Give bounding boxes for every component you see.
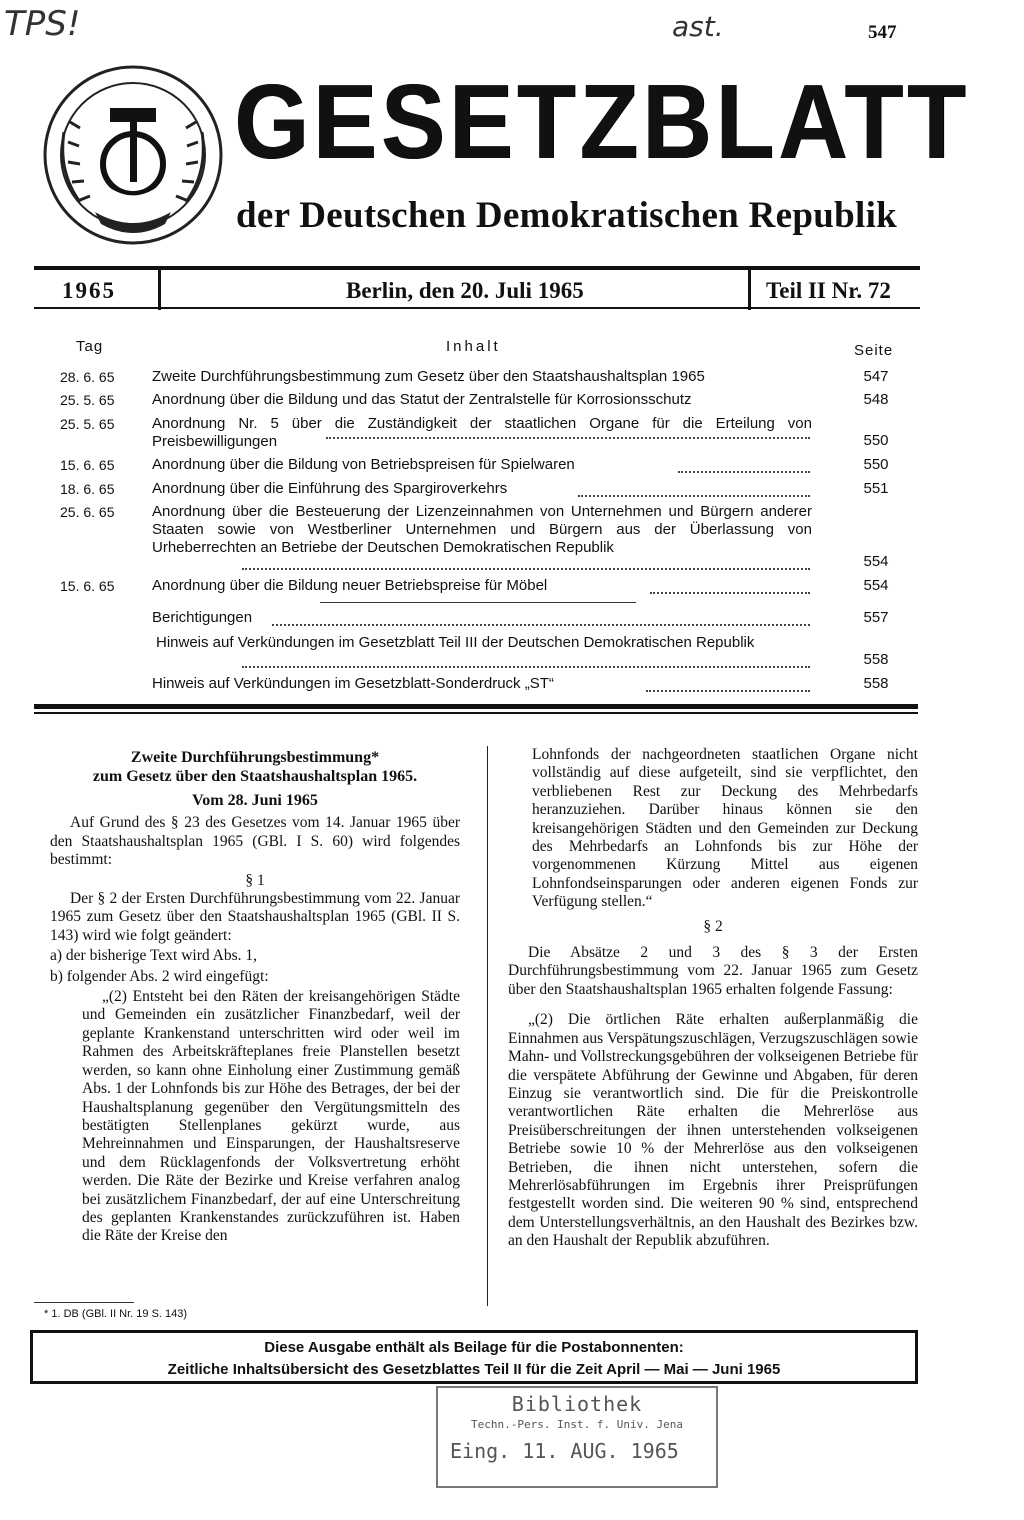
issue-part: Teil II Nr. 72	[766, 278, 891, 303]
library-stamp	[436, 1386, 718, 1488]
toc-header-page: Seite	[854, 342, 894, 359]
leader-dots	[326, 437, 810, 439]
section-rule	[34, 704, 918, 709]
toc-page: 547	[863, 368, 889, 385]
leader-dots	[242, 568, 810, 570]
toc-title: Berichtigungen	[152, 609, 253, 626]
toc-page: 554	[863, 577, 889, 594]
toc-page: 548	[863, 391, 889, 408]
article-date: Vom 28. Juni 1965	[192, 792, 318, 809]
article-title: Zweite Durchführungsbestimmung*	[130, 749, 380, 766]
issue-date: Berlin, den 20. Juli 1965	[346, 278, 584, 303]
section-2-text: Die Absätze 2 und 3 des § 3 der Ersten Durchführungsbestimmung vom 22. Januar 1965 zum Gesetz über den Staatshaushaltsplan 1965 erhalten folgende Fassung:	[508, 944, 918, 998]
column-divider	[487, 746, 488, 1306]
leader-dots	[578, 495, 810, 497]
item-b: b) folgender Abs. 2 wird eingefügt:	[50, 967, 269, 985]
toc-page: 550	[863, 432, 889, 449]
leader-dots	[678, 471, 810, 473]
toc-title: Hinweis auf Verkündungen im Gesetzblatt-Sonderdruck „ST“	[152, 675, 554, 692]
supplement-notice	[30, 1330, 918, 1384]
toc-title: Anordnung über die Bildung und das Statut der Zentralstelle für Korrosionsschutz	[152, 391, 692, 408]
toc-date: 28. 6. 65	[60, 369, 115, 385]
toc-title: Hinweis auf Verkündungen im Gesetzblatt Teil III der Deutschen Demokratischen Republik	[156, 634, 755, 651]
toc-page: 551	[863, 480, 889, 497]
notice-line-2: Zeitliche Inhaltsübersicht des Gesetzblattes Teil II für die Zeit April — Mai — Juni 1965	[167, 1361, 781, 1378]
toc-date: 15. 6. 65	[60, 457, 115, 473]
toc-page: 550	[863, 456, 889, 473]
stamp-line-2: Techn.-Pers. Inst. f. Univ. Jena	[471, 1418, 683, 1431]
toc-page: 557	[863, 609, 889, 626]
stamp-line-1: Bibliothek	[511, 1392, 643, 1416]
toc-date: 25. 6. 65	[60, 504, 115, 520]
stamp-line-3: Eing. 11. AUG. 1965	[450, 1439, 679, 1463]
toc-date: 15. 6. 65	[60, 578, 115, 594]
leader-dots	[272, 624, 810, 626]
toc-title: Anordnung über die Einführung des Spargiroverkehrs	[152, 480, 508, 497]
section-1-text: Der § 2 der Ersten Durchführungsbestimmung vom 22. Januar 1965 zum Gesetz über den Staatshaushaltsplan 1965 (GBl. II S. 143) wird wie folgt geändert:	[50, 890, 460, 944]
section-2-heading: § 2	[703, 917, 723, 935]
issue-year: 1965	[62, 278, 116, 303]
handwritten-note-right: ast.	[672, 10, 724, 43]
section-1-heading: § 1	[245, 871, 265, 889]
header-rule-bottom	[34, 307, 920, 309]
leader-dots	[650, 592, 810, 594]
toc-title: Anordnung über die Bildung von Betriebspreisen für Spielwaren	[152, 456, 575, 473]
handwritten-note-left: TPS!	[4, 4, 81, 44]
quote-paragraph-2: „(2) Die örtlichen Räte erhalten außerplanmäßig die Einnahmen aus Verspätungszuschlägen, Verzugszuschlägen sowie Mahn- und Vollstreckungsgebühren der volkseigenen Betriebe für die verspätete Abführung der Gewinne und Abgaben, für deren Einzug sie verantwortlich sind. Die für die Preiskontrolle verantwortlichen Räte erhalten die Mehrerlöse aus Preisüberschreitungen der ihnen unterstehenden volkseigenen Betriebe sowie 10 % der Mehrerlöse aus den volkseigenen Betrieben, die ihnen nicht unterstehen, sofern die Mehrerlösabführungen im Ergebnis ihrer Preisprüfungen festgestellt worden sind. Die weiteren 90 % sind, entsprechend dem Unterstellungsverhältnis, an den Haushalt des Bezirkes bzw. an den Haushalt der Republik abzuführen.	[508, 1011, 918, 1250]
toc-header-day: Tag	[76, 338, 104, 355]
section-rule	[34, 712, 918, 714]
article-title-line-2: zum Gesetz über den Staatshaushaltsplan 1965.	[92, 768, 418, 785]
article-left-column	[50, 748, 460, 1246]
toc-divider	[320, 602, 636, 603]
continued-text: Lohnfonds der nachgeordneten staatlichen Organe nicht vollständig auf diese aufgeteilt, sind sie verpflichtet, den verbliebenen Rest zur Deckung des Mehrbedarfs heranzuziehen. Darüber hinaus können sie den kreisangehörigen Städten und den Gemeinden zur Deckung des Mehrbedarfs an Lohnfonds bis zur Höhe der vorgenommenen Kürzung Mittel aus eigenen Lohnfondseinsparungen oder anderen eigenen Fonds zur Verfügung stellen.“	[532, 746, 918, 911]
footnote-rule	[34, 1302, 134, 1303]
issue-divider	[748, 266, 751, 310]
issue-divider	[158, 266, 161, 310]
masthead-title: GESETZBLATT	[234, 63, 970, 182]
toc-title: Anordnung über die Bildung neuer Betriebspreise für Möbel	[152, 577, 548, 594]
leader-dots	[646, 690, 810, 692]
toc-date: 18. 6. 65	[60, 481, 115, 497]
article-intro: Auf Grund des § 23 des Gesetzes vom 14. Januar 1965 über den Staatshaushaltsplan 1965 (GBl. I S. 60) wird folgendes bestimmt:	[50, 814, 460, 869]
quote-paragraph-1: „(2) Entsteht bei den Räten der kreisangehörigen Städte und Gemeinden ein zusätzlicher Finanzbedarf, weil der geplante Krankenstand unterschritten wird oder weil im Rahmen des Arbeitskräfteplanes freie Planstellen besetzt werden, so kann ohne Einholung einer Zustimmung gemäß Abs. 1 der Lohnfonds bis zur Höhe des Betrages, der bei der Haushaltsplanung gegenüber den Vergütungsmitteln des bestätigten Stellenplanes gekürzt wurde, aus Mehreinnahmen und Einsparungen, der Haushaltsreserve und dem Rücklagenfonds der Volksvertretung erhöht werden. Die Räte der Bezirke und Kreise verfahren analog bei zusätzlichem Finanzbedarf, der auf eine Unterschreitung des geplanten Krankenstandes zurückzuführen ist. Haben die Räte der Kreise den	[82, 988, 460, 1245]
footnote: * 1. DB (GBl. II Nr. 19 S. 143)	[44, 1308, 188, 1320]
masthead-subtitle: der Deutschen Demokratischen Republik	[236, 195, 898, 236]
toc-date: 25. 5. 65	[60, 416, 115, 432]
leader-dots	[242, 666, 810, 668]
article-right-column	[508, 746, 918, 1251]
item-a: a) der bisherige Text wird Abs. 1,	[50, 947, 257, 965]
toc-title: Anordnung über die Besteuerung der Lizenzeinnahmen von Unternehmen und Bürgern anderer Staaten sowie von Westberliner Unternehmen und Bürgern aus der Überlassung von Urheberrechten an Betriebe der Deutschen Demokratischen Republik	[152, 503, 812, 556]
toc-page: 558	[863, 675, 889, 692]
toc-page: 554	[863, 553, 889, 570]
header-rule-top	[34, 266, 920, 270]
toc-header-content: Inhalt	[446, 338, 501, 355]
toc-title: Zweite Durchführungsbestimmung zum Gesetz über den Staatshaushaltsplan 1965	[152, 368, 705, 385]
toc-date: 25. 5. 65	[60, 392, 115, 408]
toc-page: 558	[863, 651, 889, 668]
page-number: 547	[868, 22, 897, 43]
notice-line-1: Diese Ausgabe enthält als Beilage für die Postabonnenten:	[264, 1339, 684, 1356]
toc-title: Anordnung Nr. 5 über die Zuständigkeit der staatlichen Organe für die Erteilung von Preisbewilligungen	[152, 415, 812, 450]
gdr-emblem-icon	[40, 62, 226, 248]
